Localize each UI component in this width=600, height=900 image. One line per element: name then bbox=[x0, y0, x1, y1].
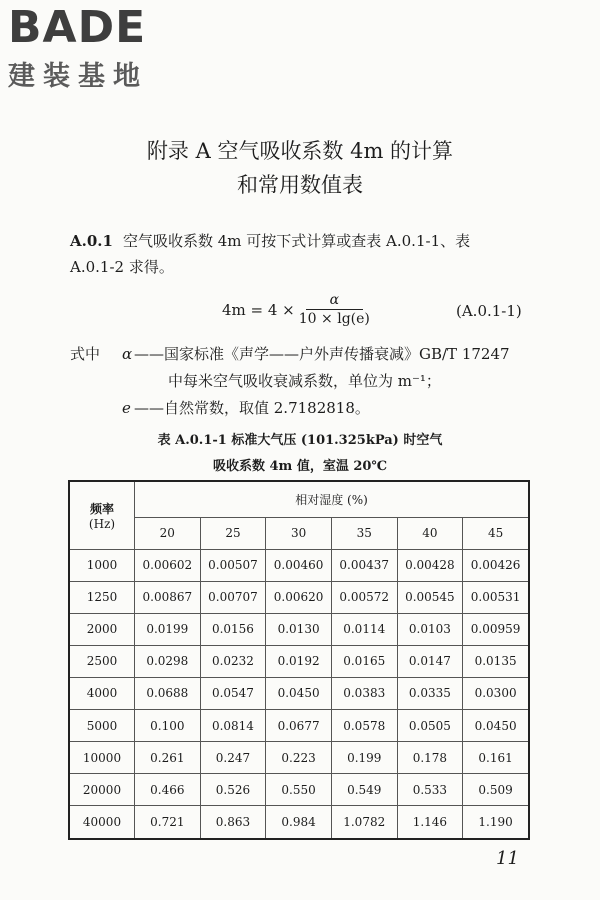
value-cell: 0.247 bbox=[200, 742, 266, 774]
title-line-1: 附录 A 空气吸收系数 4m 的计算 bbox=[146, 139, 454, 163]
title-line-2: 和常用数值表 bbox=[237, 173, 363, 197]
humidity-45: 45 bbox=[463, 517, 529, 549]
value-cell: 0.0300 bbox=[463, 677, 529, 709]
value-cell: 0.0135 bbox=[463, 645, 529, 677]
logo bbox=[8, 4, 178, 93]
frequency-cell: 5000 bbox=[69, 709, 135, 741]
value-cell: 0.199 bbox=[331, 742, 397, 774]
table-row bbox=[69, 742, 529, 774]
value-cell: 0.0578 bbox=[331, 709, 397, 741]
frequency-cell: 10000 bbox=[69, 742, 135, 774]
frequency-cell: 40000 bbox=[69, 806, 135, 839]
formula-lhs: 4m = 4 × bbox=[222, 300, 295, 319]
value-cell: 0.0688 bbox=[135, 677, 201, 709]
table-row bbox=[69, 806, 529, 839]
value-cell: 0.0450 bbox=[266, 677, 332, 709]
value-cell: 0.00867 bbox=[135, 581, 201, 613]
value-cell: 0.549 bbox=[331, 774, 397, 806]
value-cell: 0.721 bbox=[135, 806, 201, 839]
value-cell: 0.0103 bbox=[397, 613, 463, 645]
frequency-cell: 2500 bbox=[69, 645, 135, 677]
clause-text-2: A.0.1-2 求得。 bbox=[70, 258, 174, 276]
value-cell: 0.00428 bbox=[397, 549, 463, 581]
value-cell: 0.550 bbox=[266, 774, 332, 806]
value-cell: 0.0130 bbox=[266, 613, 332, 645]
frequency-cell: 20000 bbox=[69, 774, 135, 806]
value-cell: 0.863 bbox=[200, 806, 266, 839]
table-row bbox=[69, 613, 529, 645]
value-cell: 0.261 bbox=[135, 742, 201, 774]
clause-a01 bbox=[70, 228, 540, 280]
value-cell: 0.00460 bbox=[266, 549, 332, 581]
value-cell: 0.0383 bbox=[331, 677, 397, 709]
table-body bbox=[69, 549, 529, 839]
value-cell: 0.0156 bbox=[200, 613, 266, 645]
formula-denominator: 10 × lg(e) bbox=[298, 311, 370, 327]
frequency-cell: 2000 bbox=[69, 613, 135, 645]
value-cell: 0.0677 bbox=[266, 709, 332, 741]
value-cell: 1.0782 bbox=[331, 806, 397, 839]
value-cell: 0.509 bbox=[463, 774, 529, 806]
value-cell: 0.0298 bbox=[135, 645, 201, 677]
formula-numerator: α bbox=[306, 292, 363, 310]
value-cell: 0.00707 bbox=[200, 581, 266, 613]
absorption-table bbox=[68, 480, 530, 840]
frequency-cell: 4000 bbox=[69, 677, 135, 709]
value-cell: 0.0199 bbox=[135, 613, 201, 645]
value-cell: 0.161 bbox=[463, 742, 529, 774]
alpha-description-2: 中每米空气吸收衰减系数，单位为 m⁻¹； bbox=[168, 372, 441, 390]
humidity-40: 40 bbox=[397, 517, 463, 549]
value-cell: 0.223 bbox=[266, 742, 332, 774]
frequency-cell: 1250 bbox=[69, 581, 135, 613]
frequency-cell: 1000 bbox=[69, 549, 135, 581]
humidity-25: 25 bbox=[200, 517, 266, 549]
formula-number: (A.0.1-1) bbox=[456, 302, 522, 320]
table-row bbox=[69, 677, 529, 709]
value-cell: 0.0814 bbox=[200, 709, 266, 741]
value-cell: 0.178 bbox=[397, 742, 463, 774]
table-row bbox=[69, 549, 529, 581]
value-cell: 0.533 bbox=[397, 774, 463, 806]
value-cell: 0.00426 bbox=[463, 549, 529, 581]
humidity-35: 35 bbox=[331, 517, 397, 549]
clause-text-1: 空气吸收系数 4m 可按下式计算或查表 A.0.1-1、表 bbox=[122, 232, 471, 250]
humidity-row bbox=[69, 517, 529, 549]
frequency-header: 频率 (Hz) bbox=[69, 481, 135, 549]
table-row bbox=[69, 581, 529, 613]
value-cell: 0.0232 bbox=[200, 645, 266, 677]
value-cell: 0.0450 bbox=[463, 709, 529, 741]
humidity-30: 30 bbox=[266, 517, 332, 549]
clause-id: A.0.1 bbox=[70, 232, 113, 250]
value-cell: 0.00531 bbox=[463, 581, 529, 613]
value-cell: 0.0165 bbox=[331, 645, 397, 677]
value-cell: 1.146 bbox=[397, 806, 463, 839]
alpha-description-1: ——国家标准《声学——户外声传播衰减》GB/T 17247 bbox=[134, 345, 510, 363]
value-cell: 0.0547 bbox=[200, 677, 266, 709]
value-cell: 0.00959 bbox=[463, 613, 529, 645]
page-number: 11 bbox=[496, 848, 519, 869]
value-cell: 0.0505 bbox=[397, 709, 463, 741]
formula bbox=[222, 292, 370, 327]
page-title bbox=[0, 134, 600, 202]
table-row bbox=[69, 774, 529, 806]
value-cell: 0.526 bbox=[200, 774, 266, 806]
value-cell: 0.466 bbox=[135, 774, 201, 806]
value-cell: 0.984 bbox=[266, 806, 332, 839]
alpha-symbol: α bbox=[122, 345, 133, 363]
humidity-header: 相对湿度 (%) bbox=[135, 481, 530, 517]
table-caption-2: 吸收系数 4m 值，室温 20℃ bbox=[212, 459, 388, 474]
value-cell: 1.190 bbox=[463, 806, 529, 839]
table-row bbox=[69, 645, 529, 677]
humidity-20: 20 bbox=[135, 517, 201, 549]
e-description: ——自然常数，取值 2.7182818。 bbox=[134, 399, 370, 417]
logo-subtitle: 建装基地 bbox=[8, 61, 148, 92]
value-cell: 0.0335 bbox=[397, 677, 463, 709]
table-caption-1: 表 A.0.1-1 标准大气压 (101.325kPa) 时空气 bbox=[157, 433, 443, 448]
e-symbol: e bbox=[122, 399, 131, 417]
value-cell: 0.00437 bbox=[331, 549, 397, 581]
formula-fraction bbox=[299, 292, 370, 327]
table-row bbox=[69, 709, 529, 741]
value-cell: 0.00620 bbox=[266, 581, 332, 613]
value-cell: 0.100 bbox=[135, 709, 201, 741]
value-cell: 0.0192 bbox=[266, 645, 332, 677]
value-cell: 0.00545 bbox=[397, 581, 463, 613]
logo-wordmark: BADE bbox=[8, 2, 147, 53]
value-cell: 0.0114 bbox=[331, 613, 397, 645]
value-cell: 0.00507 bbox=[200, 549, 266, 581]
value-cell: 0.0147 bbox=[397, 645, 463, 677]
table-caption bbox=[0, 428, 600, 480]
value-cell: 0.00572 bbox=[331, 581, 397, 613]
value-cell: 0.00602 bbox=[135, 549, 201, 581]
where-label: 式中 bbox=[70, 345, 101, 363]
